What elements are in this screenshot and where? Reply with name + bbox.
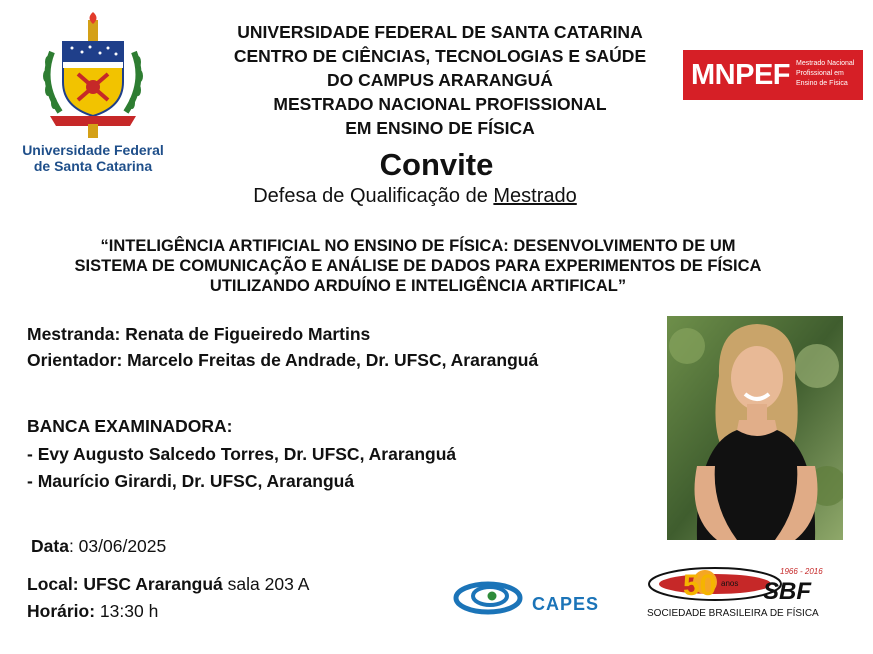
header-line: MESTRADO NACIONAL PROFISSIONAL xyxy=(273,94,607,114)
sbf-years: 1966 - 2016 xyxy=(780,567,823,576)
page-title: Convite xyxy=(379,147,494,182)
committee-member: - Maurício Girardi, Dr. UFSC, Araranguá xyxy=(27,471,355,491)
thesis-title-line: SISTEMA DE COMUNICAÇÃO E ANÁLISE DE DADOS PARA EXPERIMENTOS DE FÍSICA xyxy=(74,257,762,275)
subtitle-underlined: Mestrado xyxy=(493,185,577,207)
student-name: Mestranda: Renata de Figueiredo Martins xyxy=(27,324,371,344)
capes-text: CAPES xyxy=(532,594,600,614)
sbf-abbr: SBF xyxy=(763,578,811,605)
event-place xyxy=(27,572,309,596)
capes-emblem-icon xyxy=(452,570,602,624)
sbf-anos: anos xyxy=(721,579,739,588)
mnpef-logo xyxy=(683,50,863,100)
mnpef-logo-text: MNPEF xyxy=(691,59,790,91)
capes-logo xyxy=(452,570,602,624)
subtitle-prefix: Defesa de Qualificação de xyxy=(253,185,494,207)
sbf-logo xyxy=(645,562,830,622)
mnpef-tagline: Mestrado Nacional Profissional em Ensino de Física xyxy=(796,60,855,87)
header-line: DO CAMPUS ARARANGUÁ xyxy=(327,70,553,90)
time-value: 13:30 h xyxy=(95,601,159,621)
header-line: CENTRO DE CIÊNCIAS, TECNOLOGIAS E SAÚDE xyxy=(233,46,647,66)
thesis-title xyxy=(0,236,836,296)
header-line: EM ENSINO DE FÍSICA xyxy=(345,118,535,138)
header-line: UNIVERSIDADE FEDERAL DE SANTA CATARINA xyxy=(237,22,643,42)
time-label: Horário: xyxy=(27,601,96,621)
event-time xyxy=(27,599,158,623)
thesis-title-line: UTILIZANDO ARDUÍNO E INTELIGÊNCIA ARTIFICAL” xyxy=(209,277,627,295)
institution-header xyxy=(190,20,690,140)
event-date xyxy=(31,534,166,558)
ufsc-emblem-icon xyxy=(38,12,148,140)
event-subtitle xyxy=(0,183,830,209)
date-value: : 03/06/2025 xyxy=(68,536,167,556)
portrait-image-icon xyxy=(667,316,843,540)
date-label: Data xyxy=(31,536,69,556)
sbf-emblem-icon xyxy=(645,562,830,622)
sbf-big-number: 50 xyxy=(683,569,717,602)
place-label: Local: UFSC Araranguá xyxy=(27,574,223,594)
committee-member: - Evy Augusto Salcedo Torres, Dr. UFSC, Araranguá xyxy=(27,444,457,464)
advisor-name: Orientador: Marcelo Freitas de Andrade, Dr. UFSC, Araranguá xyxy=(27,350,539,370)
place-value: sala 203 A xyxy=(222,574,310,594)
student-photo xyxy=(667,316,843,540)
committee-heading: BANCA EXAMINADORA: xyxy=(27,416,233,436)
thesis-title-line: “INTELIGÊNCIA ARTIFICIAL NO ENSINO DE FÍSICA: DESENVOLVIMENTO DE UM xyxy=(100,237,736,255)
sbf-name: SOCIEDADE BRASILEIRA DE FÍSICA xyxy=(647,608,819,619)
ufsc-name-line1: Universidade Federal xyxy=(22,142,164,158)
ufsc-name-line2: de Santa Catarina xyxy=(33,158,153,174)
